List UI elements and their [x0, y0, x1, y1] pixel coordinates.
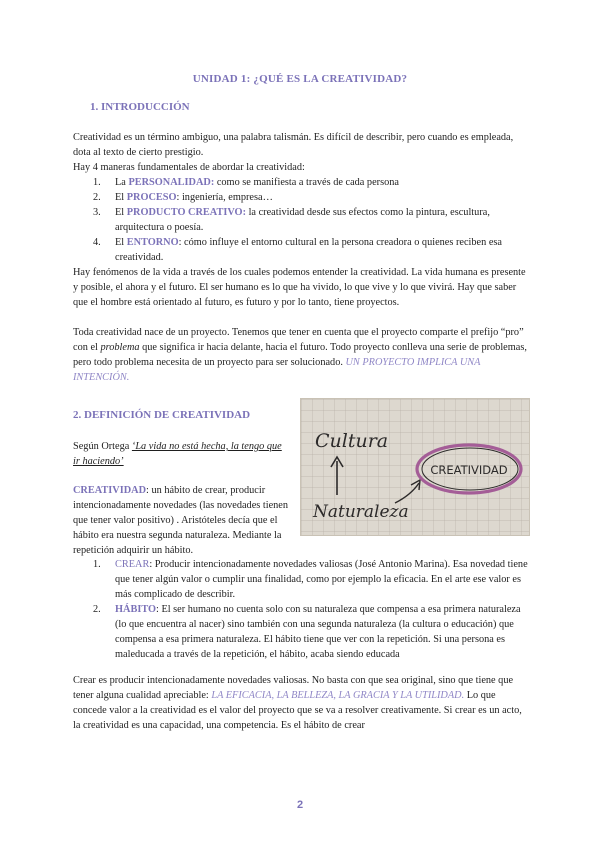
list-item: 4. El ENTORNO: cómo influye el entorno cultural en la persona creadora o quienes reciben esa creatividad. [93, 237, 502, 263]
highlight-proyecto-intencion: UN PROYECTO IMPLICA UNA INTENCIÓN. [73, 357, 481, 383]
ortega-quote-block: Según Ortega ‘La vida no está hecha, la tengo que ir haciendo’ [73, 441, 282, 467]
ortega-quote: ‘La vida no está hecha, la tengo que ir haciendo’ [73, 441, 282, 467]
list-crear-habito [73, 557, 528, 662]
highlight-cualidades: LA EFICACIA, LA BELLEZA, LA GRACIA Y LA UTILIDAD. [211, 690, 465, 701]
creatividad-photo [300, 398, 530, 536]
paragraph-crear: Crear es producir intencionadamente novedades valiosas. No basta con que sea original, sino que tiene que tener alguna cualidad apreciable: LA EFICACIA, LA BELLEZA, LA GRACIA Y LA UTILIDAD. Lo que concede valor a la creatividad es el valor del proyecto que se va a resolver creativamente. Si crear es un acto, la creatividad es una capacidad, una competencia. Es el hábito de crear [73, 675, 522, 731]
page-number: 2 [296, 799, 304, 811]
list-maneras [73, 175, 528, 265]
handwritten-diagram-image [301, 399, 529, 535]
creatividad-definition: CREATIVIDAD: un hábito de crear, producir intencionadamente novedades (las novedades tienen que tener valor positivo) . Aristóteles decía que el hábito era nuestra segunda naturaleza. Mediante la repetición adquirir un hábito. [73, 485, 289, 556]
word-naturaleza: Naturaleza [313, 502, 409, 522]
list-item: 1. CREAR: Producir intencionadamente novedades valiosas (José Antonio Marina). Esa novedad tiene que tener algún valor o cumplir una finalidad, como por ejemplo la eficacia. En el arte ese valor es más complicado de describir. [93, 559, 528, 600]
paragraph-intro: Creatividad es un término ambiguo, una palabra talismán. Es difícil de describir, pero cuando es empleada, dota al texto de cierto prestigio. [73, 132, 514, 158]
list-item: 2. HÁBITO: El ser humano no cuenta solo con su naturaleza que compensa a esa primera naturaleza (lo que encuentra al nacer) sino también con una segunda naturaleza (la cultura o educación) que compensa a esa primera naturaleza. El hábito tiene que ver con la repetición. Si una persona es maleducada a través de la repetición, el hábito, acaba siendo educada [93, 604, 521, 660]
section-definicion-list [73, 557, 528, 662]
paragraph-fenomenos: Hay fenómenos de la vida a través de los cuales podemos entender la creatividad. La vida humana es presente y posible, el ahora y el futuro. El ser humano es lo que ha vivido, lo que vive y lo que vivirá. Hay que saber que el hombre está orientado al futuro, es futuro y por lo tanto, tiene proyectos. [73, 267, 526, 308]
page-title: UNIDAD 1: ¿QUÉ ES LA CREATIVIDAD? [192, 73, 408, 85]
section-heading-definicion: 2. DEFINICIÓN DE CREATIVIDAD [73, 409, 251, 421]
section-introduccion-body [73, 130, 528, 385]
word-cultura: Cultura [315, 430, 389, 452]
list-item: 3. El PRODUCTO CREATIVO: la creatividad desde sus efectos como la pintura, escultura, arquitectura o poesía. [93, 207, 490, 233]
list-item: 2. El PROCESO: ingeniería, empresa… [93, 192, 273, 203]
paragraph-list-intro: Hay 4 maneras fundamentales de abordar la creatividad: [73, 162, 305, 173]
word-creatividad: CREATIVIDAD [430, 463, 508, 477]
section-heading-introduccion: 1. INTRODUCCIÓN [90, 101, 190, 113]
keyword-creatividad: CREATIVIDAD [73, 485, 147, 496]
list-item: 1. La PERSONALIDAD: como se manifiesta a través de cada persona [93, 177, 399, 188]
paragraph-proyecto: Toda creatividad nace de un proyecto. Tenemos que tener en cuenta que el proyecto comparte el prefijo “pro” con el problema que significa ir hacia delante, hacia el futuro. Todo proyecto conlleva una serie de problemas, pero todo problema necesita de un proyecto para ser solucionado. UN PROYECTO IMPLICA UNA INTENCIÓN. [73, 327, 527, 383]
